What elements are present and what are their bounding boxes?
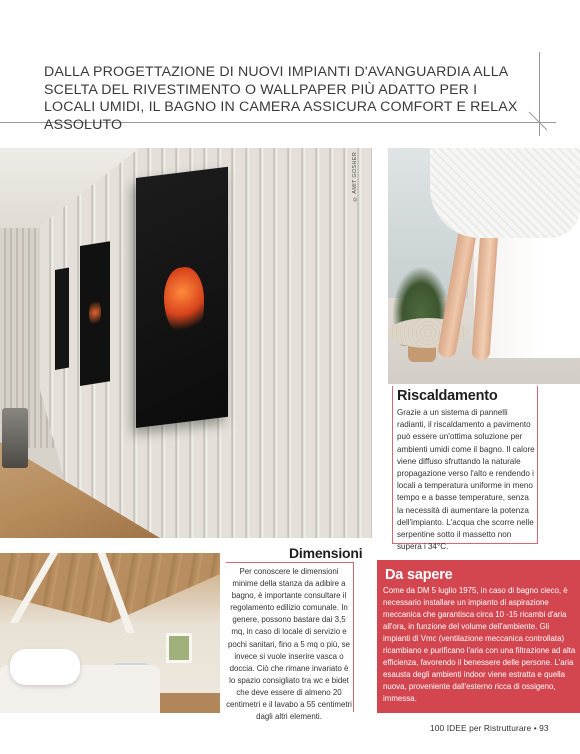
- wall-artwork-large: [136, 167, 228, 428]
- dimensioni-body: Per conoscere le dimensioni minime della stanza da adibire a bagno, è importante consultare il regolamento edilizio comunale. In genere, possono bastare dai 3,5 mq, in caso di locale di servizio e pochi sanitari, fino a 5 mq o più, se invece si vuole inserire vasca o doccia. Ciò che rimane invariato è lo spazio consigliato tra wc e bidet che deve essere di almeno 20 centimetri e il lavabo a 55 centimetri dagli altri elementi.: [226, 567, 352, 722]
- towel: [430, 148, 580, 238]
- sidebar-riscaldamento: [392, 386, 538, 552]
- da-sapere-body: Come da DM 5 luglio 1975, in caso di bagno cieco, è necessario installare un impianto di aspirazione meccanica che garantisca circa 10 -15 ricambi d'aria all'ora, in funzione del volume dell'ambiente. Gli impianti di Vmc (ventilazione meccanica controllata) ricambiano e purificano l'aria con una filtrazione ad alta efficienza, favorendo il benessere delle persone. L'aria esausta degli ambienti indoor viene estratta e quella nuova, proveniente dall'esterno ricca di ossigeno, immessa.: [383, 586, 576, 703]
- riscaldamento-body: Grazie a un sistema di pannelli radianti, il riscaldamento a pavimento può essere un'ottima soluzione per ambienti umidi come il bagno. Il calore viene diffuso sfruttando la naturale propagazione verso l'alto e rendendo i locali a temperatura uniforme in meno tempo e a basse temperature, senza la necessità di aumentare la potenza dell'impianto. L'acqua che scorre nelle serpentine sotto il massetto non supera i 34°C.: [397, 408, 535, 552]
- main-photo-hallway: [0, 148, 372, 538]
- photo-feet-heated-floor: [388, 148, 580, 384]
- box-da-sapere: [377, 560, 580, 713]
- pillow: [10, 649, 80, 685]
- attic-window: [166, 633, 192, 663]
- wall-artwork-small: [55, 268, 69, 370]
- wall-artwork-medium: [80, 241, 110, 386]
- photo-attic-bedroom: [0, 553, 220, 713]
- crosshair-mark-icon: [527, 110, 549, 132]
- sculpture-pedestal: [2, 408, 28, 468]
- riscaldamento-title: Riscaldamento: [397, 388, 498, 404]
- article-deck: DALLA PROGETTAZIONE DI NUOVI IMPIANTI D'AVANGUARDIA ALLA SCELTA DEL RIVESTIMENTO O WALLPAPER PIÙ ADATTO PER I LOCALI UMIDI, IL BAGNO IN CAMERA ASSICURA COMFORT E RELAX ASSOLUTO: [44, 64, 518, 133]
- da-sapere-title: Da sapere: [385, 567, 453, 583]
- dimensioni-title: Dimensioni: [289, 545, 363, 561]
- page-folio: 100 IDEE per Ristrutturare • 93: [430, 723, 549, 733]
- photo-credit: © AMIT GOSHER: [352, 152, 358, 202]
